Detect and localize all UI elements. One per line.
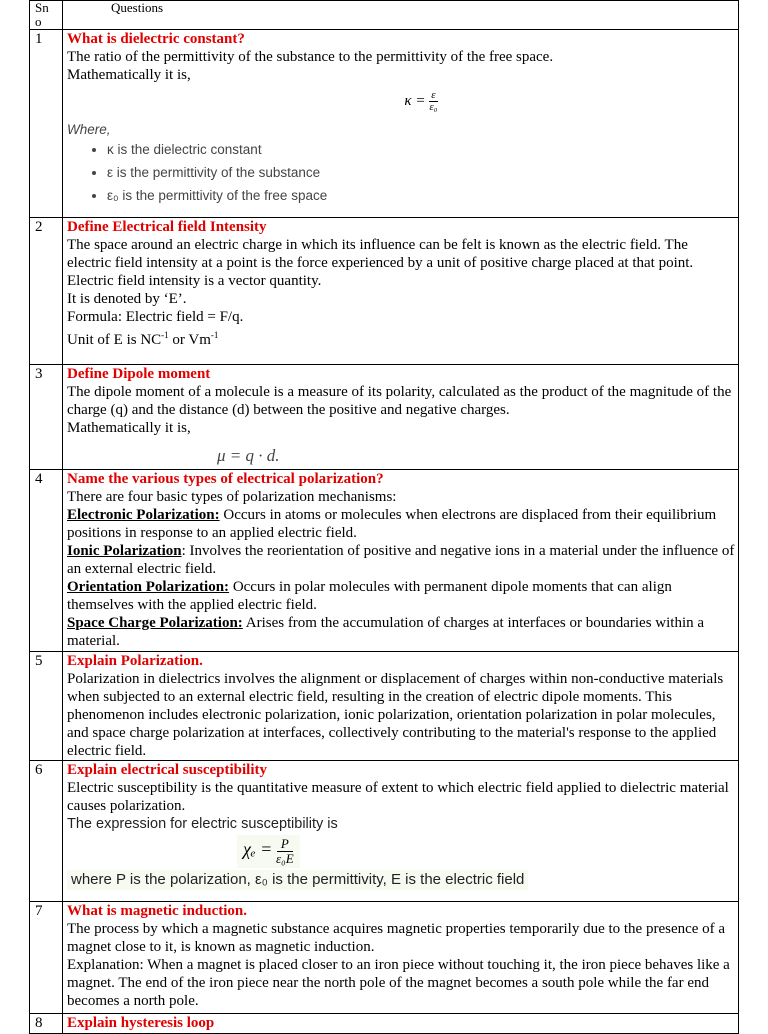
answer-line: The dipole moment of a molecule is a measure of its polarity, calculated as the product of the magnitude of the charge (q) and the distance (d) between the positive and negative charges. [67, 384, 732, 418]
row-number: 3 [30, 365, 63, 470]
row-number: 6 [30, 761, 63, 902]
polarization-item [67, 578, 735, 614]
formula-denominator: ε₀E [276, 851, 294, 866]
row-content [63, 365, 739, 470]
polarization-item [67, 542, 735, 578]
question-title: Define Electrical field Intensity [67, 219, 267, 235]
row-content [63, 761, 739, 902]
formula-numerator: ε [431, 89, 436, 101]
question-title: What is dielectric constant? [67, 31, 245, 47]
polarization-item [67, 614, 735, 650]
table-row [30, 652, 739, 761]
formula [67, 833, 735, 870]
table-row [30, 30, 739, 218]
unit-line [67, 326, 735, 349]
table-row [30, 761, 739, 902]
row-number: 4 [30, 470, 63, 652]
row-content [63, 902, 739, 1014]
row-content [63, 30, 739, 218]
row-content [63, 218, 739, 365]
where-item: • ε₀ is the permittivity of the free space [107, 187, 735, 205]
unit-prefix: Unit of E is NC [67, 332, 162, 348]
header-questions: Questions [63, 1, 739, 30]
answer-line: It is denoted by ‘E’. [67, 291, 187, 307]
unit-sup: -1 [210, 330, 219, 340]
question-title: Explain hysteresis loop [67, 1015, 215, 1031]
polarization-text: : Involves the reorientation of positive and negative ions in a material under the influence of an external electric field. [67, 543, 735, 577]
formula-denominator: ε₀ [429, 101, 438, 113]
formula: μ = q · d. [217, 446, 280, 465]
unit-sup: -1 [161, 330, 169, 340]
table-row [30, 470, 739, 652]
polarization-term: Electronic Polarization: [67, 507, 220, 523]
answer-line: Electric field intensity is a vector quantity. [67, 273, 322, 289]
question-title: Explain Polarization. [67, 653, 203, 669]
answer-line: The ratio of the permittivity of the substance to the permittivity of the free space. [67, 49, 554, 65]
where-line: where P is the polarization, ε₀ is the permittivity, E is the electric field [67, 870, 528, 890]
polarization-term: Orientation Polarization: [67, 579, 230, 595]
row-number: 7 [30, 902, 63, 1014]
expression-intro: The expression for electric susceptibility is [67, 816, 338, 832]
questions-table [29, 0, 739, 1034]
document [29, 0, 739, 1034]
row-number: 5 [30, 652, 63, 761]
answer-line: Formula: Electric field = F/q. [67, 309, 244, 325]
row-number: 1 [30, 30, 63, 218]
question-title: What is magnetic induction. [67, 903, 248, 919]
table-row [30, 365, 739, 470]
row-content [63, 470, 739, 652]
formula-lhs: χₑ = [243, 838, 273, 859]
unit-mid: or Vm [168, 332, 211, 348]
row-number: 8 [30, 1014, 63, 1034]
row-content [63, 652, 739, 761]
formula-lhs: κ = [404, 92, 426, 109]
where-label: Where, [67, 122, 111, 137]
answer-line: There are four basic types of polarization mechanisms: [67, 489, 397, 505]
where-item: • κ is the dielectric constant [107, 141, 735, 159]
header-sno: Sn o [30, 1, 63, 30]
answer-line: The space around an electric charge in which its influence can be felt is known as the electric field. The electric field intensity at a point is the force experienced by a unit of positive charge placed at that point. [67, 237, 694, 271]
polarization-text: Arises from the accumulation of charges at interfaces or boundaries within a material. [67, 615, 705, 649]
polarization-term: Space Charge Polarization: [67, 615, 243, 631]
polarization-text: Occurs in polar molecules with permanent dipole moments that can align themselves with the applied electric field. [67, 579, 672, 613]
table-row [30, 902, 739, 1014]
question-title: Define Dipole moment [67, 366, 211, 382]
formula-numerator: P [277, 837, 293, 852]
formula [67, 84, 735, 121]
answer-line: The process by which a magnetic substance acquires magnetic properties temporarily due to the presence of a magnet close to it, is known as magnetic induction. [67, 921, 726, 955]
polarization-item [67, 506, 735, 542]
answer-line: Mathematically it is, [67, 420, 191, 436]
where-item: • ε is the permittivity of the substance [107, 164, 735, 182]
answer-line: Mathematically it is, [67, 67, 191, 83]
table-header-row [30, 1, 739, 30]
answer-line: Explanation: When a magnet is placed closer to an iron piece without touching it, the iron piece behaves like a magnet. The end of the iron piece near the north pole of the magnet becomes a south pole while the far end becomes a north pole. [67, 957, 730, 1009]
answer-text: Polarization in dielectrics involves the alignment or displacement of charges within non-conductive materials when subjected to an external electric field, resulting in the creation of electric dipole moments. This phenomenon includes electronic polarization, ionic polarization, orientation polarization in polar molecules, and space charge polarization at interfaces, collectively contributing to the material's response to the applied electric field. [67, 671, 724, 759]
row-number: 2 [30, 218, 63, 365]
polarization-term: Ionic Polarization [67, 543, 182, 559]
question-title: Name the various types of electrical polarization? [67, 471, 384, 487]
answer-text: Electric susceptibility is the quantitative measure of extent to which electric field applied to dielectric material causes polarization. [67, 780, 729, 814]
polarization-text: Occurs in atoms or molecules when electrons are displaced from their equilibrium positions in response to an applied electric field. [67, 507, 717, 541]
question-title: Explain electrical susceptibility [67, 762, 267, 778]
table-row [30, 218, 739, 365]
